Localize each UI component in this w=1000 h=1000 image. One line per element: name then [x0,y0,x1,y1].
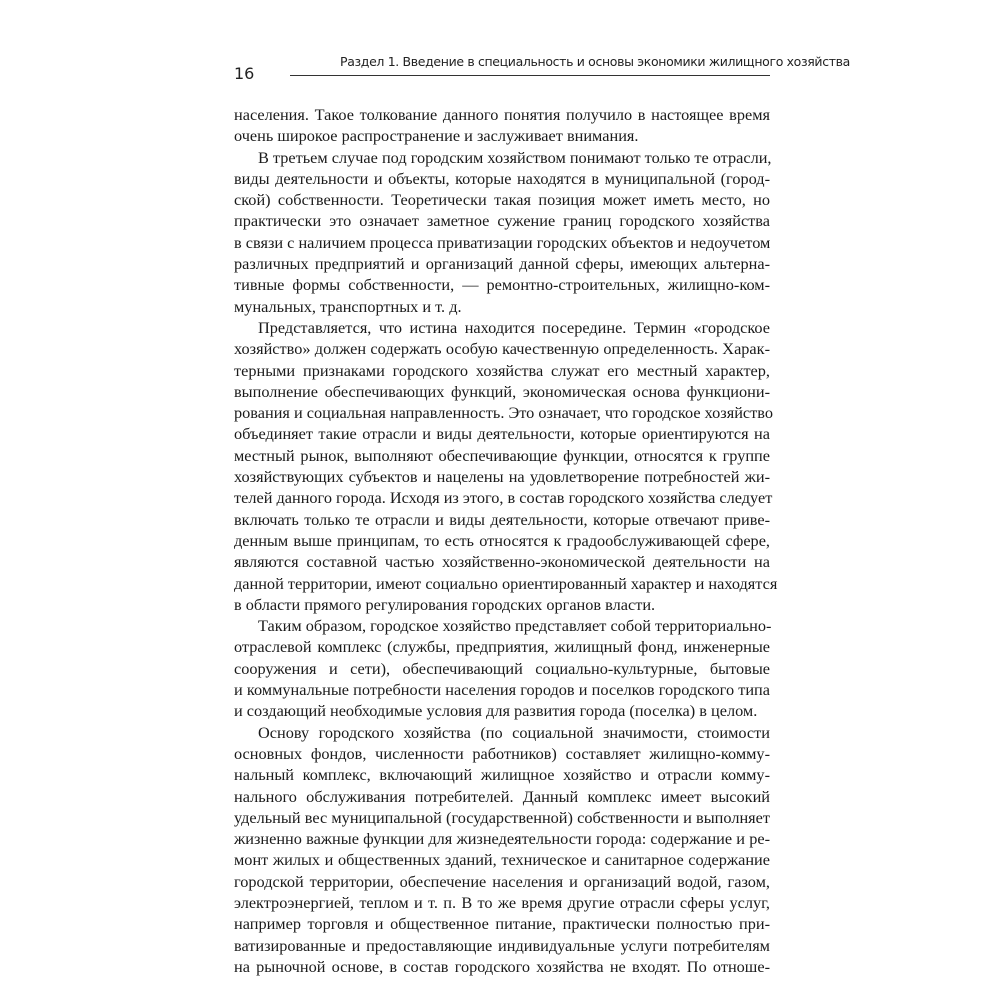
text-line: очень широкое распространение и заслуживает внимания. [234,126,639,146]
text-line: например торговля и общественное питание, практически полностью при- [234,914,770,934]
text-line: рования и социальная направленность. Это означает, что городское хозяйство [234,403,773,423]
text-line: населения. Такое толкование данного понятия получило в настоящее время [234,105,770,124]
text-line: Таким образом, городское хозяйство представляет собой территориально- [258,616,772,636]
text-line: удельный вес муниципальной (государственной) собственности и выполняет [234,807,770,827]
text-line: и коммунальные потребности населения городов и поселков городского типа [234,680,770,700]
text-line: местный рынок, выполняют обеспечивающие функции, относятся к группе [234,445,770,465]
text-line: Представляется, что истина находится посередине. Термин «городское [258,317,770,337]
text-line: телей данного города. Исходя из этого, в состав городского хозяйства следует [234,488,773,508]
page-number: 16 [234,64,255,83]
text-line: денным выше принципам, то есть относятся к градообслуживающей сфере, [234,530,770,550]
text-line: электроэнергией, теплом и т. п. В то же время другие отрасли сферы услуг, [234,892,770,912]
text-line: отраслевой комплекс (службы, предприятия, жилищный фонд, инженерные [234,637,770,657]
text-line: нального обслуживания потребителей. Данный комплекс имеет высокий [234,786,770,806]
text-line: выполнение обеспечивающих функций, экономическая основа функциони- [234,381,770,401]
text-line: В третьем случае под городским хозяйством понимают только те отрасли, [258,147,772,167]
text-line: являются составной частью хозяйственно-экономической деятельности на [234,552,770,572]
text-line: в связи с наличием процесса приватизации городских объектов и недоучетом [234,232,771,252]
header-rule [290,75,770,76]
text-line: хозяйствующих субъектов и нацелены на удовлетворение потребностей жи- [234,467,770,487]
paragraph [234,722,770,978]
text-line: в области прямого регулирования городских органов власти. [234,594,656,614]
text-line: включать только те отрасли и виды деятельности, которые отвечают приве- [234,509,770,529]
text-line: различных предприятий и организаций данной сферы, имеющих альтерна- [234,254,770,274]
text-line: данной территории, имеют социально ориентированный характер и находятся [234,573,778,593]
text-line: практически это означает заметное сужение границ городского хозяйства [234,211,770,231]
text-line: монт жилых и общественных зданий, техническое и санитарное содержание [234,850,770,870]
paragraph [234,615,770,721]
text-line: терными признаками городского хозяйства служат его местный характер, [234,360,770,380]
text-line: сооружения и сети), обеспечивающий социально-культурные, бытовые [234,658,770,678]
text-line: Основу городского хозяйства (по социальной значимости, стоимости [258,722,770,742]
text-line: объединяет такие отрасли и виды деятельности, которые ориентируются на [234,424,770,444]
text-line: виды деятельности и объекты, которые находятся в муниципальной (город- [234,168,770,188]
text-line: мунальных, транспортных и т. д. [234,296,462,316]
paragraph [234,147,770,317]
text-line: хозяйство» должен содержать особую качественную определенность. Харак- [234,339,770,359]
text-line: ватизированные и предоставляющие индивидуальные услуги потребителям [234,935,770,955]
paragraph [234,317,778,615]
text-line: и создающий необходимые условия для развития города (поселка) в целом. [234,701,758,721]
text-line: ской) собственности. Теоретически такая позиция может иметь место, но [234,190,770,210]
text-line: основных фондов, численности работников) составляет жилищно-комму- [234,743,770,763]
running-title: Раздел 1. Введение в специальность и основы экономики жилищного хозяйства [340,54,850,69]
body-text [234,104,778,977]
paragraph [234,104,770,147]
text-line: жизненно важные функции для жизнедеятельности города: содержание и ре- [234,829,770,849]
text-line: на рыночной основе, в состав городского хозяйства не входят. По отноше- [234,956,770,976]
text-line: городской территории, обеспечение населения и организаций водой, газом, [234,871,770,891]
text-line: тивные формы собственности, — ремонтно-строительных, жилищно-ком- [234,275,770,295]
text-line: нальный комплекс, включающий жилищное хозяйство и отрасли комму- [234,765,770,785]
